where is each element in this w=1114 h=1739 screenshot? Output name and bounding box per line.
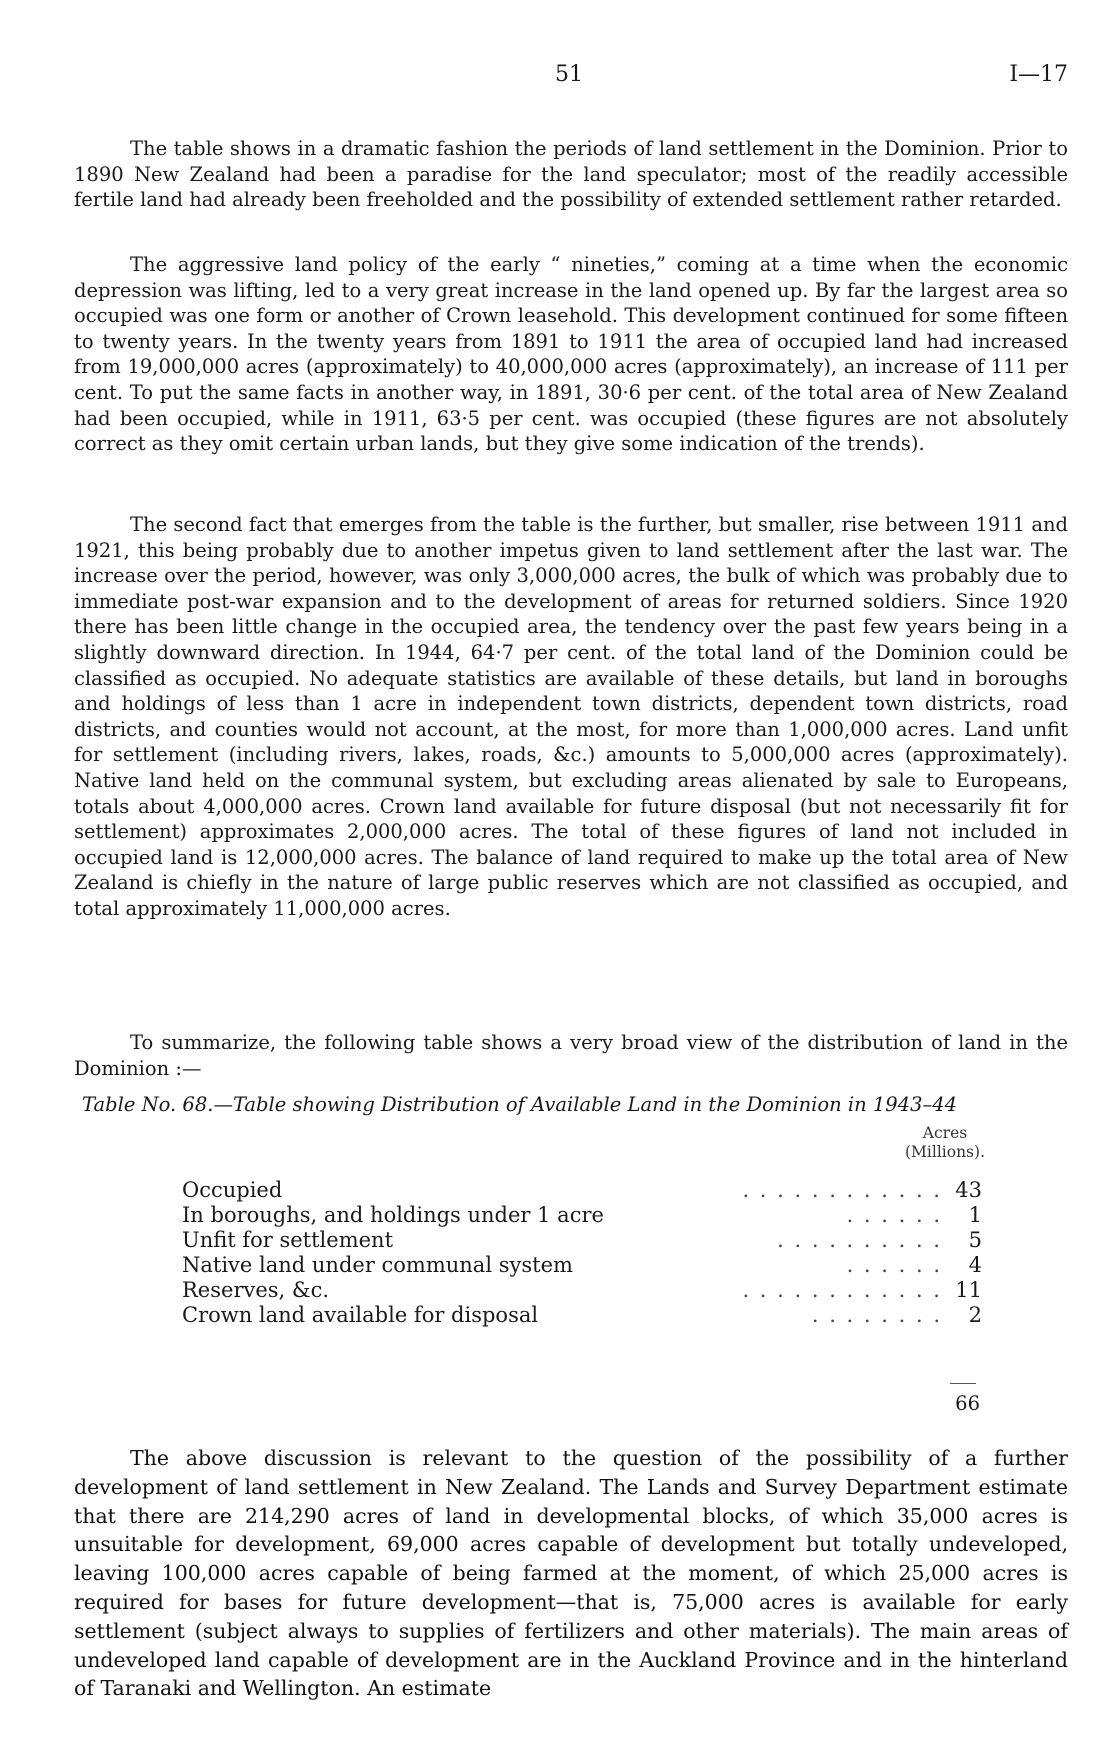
unit-line-1: Acres — [922, 1124, 968, 1142]
row-leader-dots: . . . . . . . . — [811, 1303, 942, 1327]
paragraph-3: The second fact that emerges from the table is the further, but smaller, rise between 1911 and 1921, this being probably due to another impetus given to land settlement after the last war. The increase over the period, however, was only 3,000,000 acres, the bulk of which was probably due to immediate post-war expansion and to the development of areas for returned soldiers. Since 1920 there has been little change in the occupied area, the tendency over the past few years being in a slightly downward direction. In 1944, 64·7 per cent. of the total land of the Dominion could be classified as occupied. No adequate statistics are available of these details, but land in boroughs and holdings of less than 1 acre in independent town districts, dependent town districts, road districts, and counties would not account, at the most, for more than 1,000,000 acres. Land unfit for settlement (including rivers, lakes, roads, &c.) amounts to 5,000,000 acres (approximately). Native land held on the communal system, but excluding areas alienated by sale to Europeans, totals about 4,000,000 acres. Crown land available for future disposal (but not necessarily fit for settlement) approximates 2,000,000 acres. The total of these figures of land not included in occupied land is 12,000,000 acres. The balance of land required to make up the total area of New Zealand is chiefly in the nature of large public reserves which are not classified as occupied, and total approximately 11,000,000 acres. — [74, 513, 1068, 920]
row-leader-dots: . . . . . . . . . . — [777, 1228, 942, 1252]
row-leader-dots: . . . . . . . . . . . . — [742, 1178, 942, 1202]
row-value: 43 — [955, 1178, 982, 1202]
row-leader-dots: . . . . . . . . . . . . — [742, 1278, 942, 1302]
row-label: In boroughs, and holdings under 1 acre — [182, 1203, 604, 1227]
row-label: Reserves, &c. — [182, 1278, 330, 1302]
table-caption: Table No. 68.—Table showing Distribution of Available Land in the Dominion in 1943–44 — [82, 1093, 958, 1116]
table-row — [182, 1278, 982, 1306]
paragraph-4: To summarize, the following table shows a very broad view of the distribution of land in the Dominion :— — [74, 1031, 1068, 1080]
row-leader-dots: . . . . . . — [846, 1203, 942, 1227]
paragraph-2: The aggressive land policy of the early “ nineties,” coming at a time when the economic depression was lifting, led to a very great increase in the land opened up. By far the largest area so occupied was one form or another of Crown leasehold. This development continued for some fifteen to twenty years. In the twenty years from 1891 to 1911 the area of occupied land had increased from 19,000,000 acres (approximately) to 40,000,000 acres (approximately), an increase of 111 per cent. To put the same facts in another way, in 1891, 30·6 per cent. of the total area of New Zealand had been occupied, while in 1911, 63·5 per cent. was occupied (these figures are not absolutely correct as they omit certain urban lands, but they give some indication of the trends). — [74, 253, 1068, 456]
paragraph-1: The table shows in a dramatic fashion the periods of land settlement in the Dominion. Prior to 1890 New Zealand had been a paradise for the land speculator; most of the readily accessible fertile land had already been freeholded and the possibility of extended settlement rather retarded. — [74, 137, 1068, 212]
page-header — [0, 62, 1114, 94]
unit-line-2: (Millions). — [905, 1143, 985, 1161]
table-row — [182, 1253, 982, 1281]
row-value: 11 — [955, 1278, 982, 1302]
row-leader-dots: . . . . . . — [846, 1253, 942, 1277]
row-label: Crown land available for disposal — [182, 1303, 539, 1327]
table-row — [182, 1203, 982, 1231]
table-total: 66 — [955, 1392, 980, 1415]
page-number: 51 — [555, 62, 583, 87]
row-label: Native land under communal system — [182, 1253, 573, 1277]
table-row — [182, 1178, 982, 1206]
row-label: Occupied — [182, 1178, 283, 1202]
paragraph-5: The above discussion is relevant to the question of the possibility of a further development of land settlement in New Zealand. The Lands and Survey Department estimate that there are 214,290 acres of land in developmental blocks, of which 35,000 acres is unsuitable for development, 69,000 acres capable of development but totally undeveloped, leaving 100,000 acres capable of being farmed at the moment, of which 25,000 acres is required for bases for future development—that is, 75,000 acres is available for early settlement (subject always to supplies of fertilizers and other materials). The main areas of undeveloped land capable of development are in the Auckland Province and in the hinterland of Taranaki and Wellington. An estimate — [74, 1446, 1068, 1701]
table-row — [182, 1303, 982, 1331]
row-value: 1 — [968, 1203, 982, 1227]
total-divider — [950, 1383, 976, 1384]
row-value: 2 — [968, 1303, 982, 1327]
row-value: 5 — [968, 1228, 982, 1252]
table-unit-header — [880, 1124, 1010, 1162]
row-label: Unfit for settlement — [182, 1228, 394, 1252]
table-row — [182, 1228, 982, 1256]
document-reference: I—17 — [1009, 62, 1068, 87]
row-value: 4 — [968, 1253, 982, 1277]
